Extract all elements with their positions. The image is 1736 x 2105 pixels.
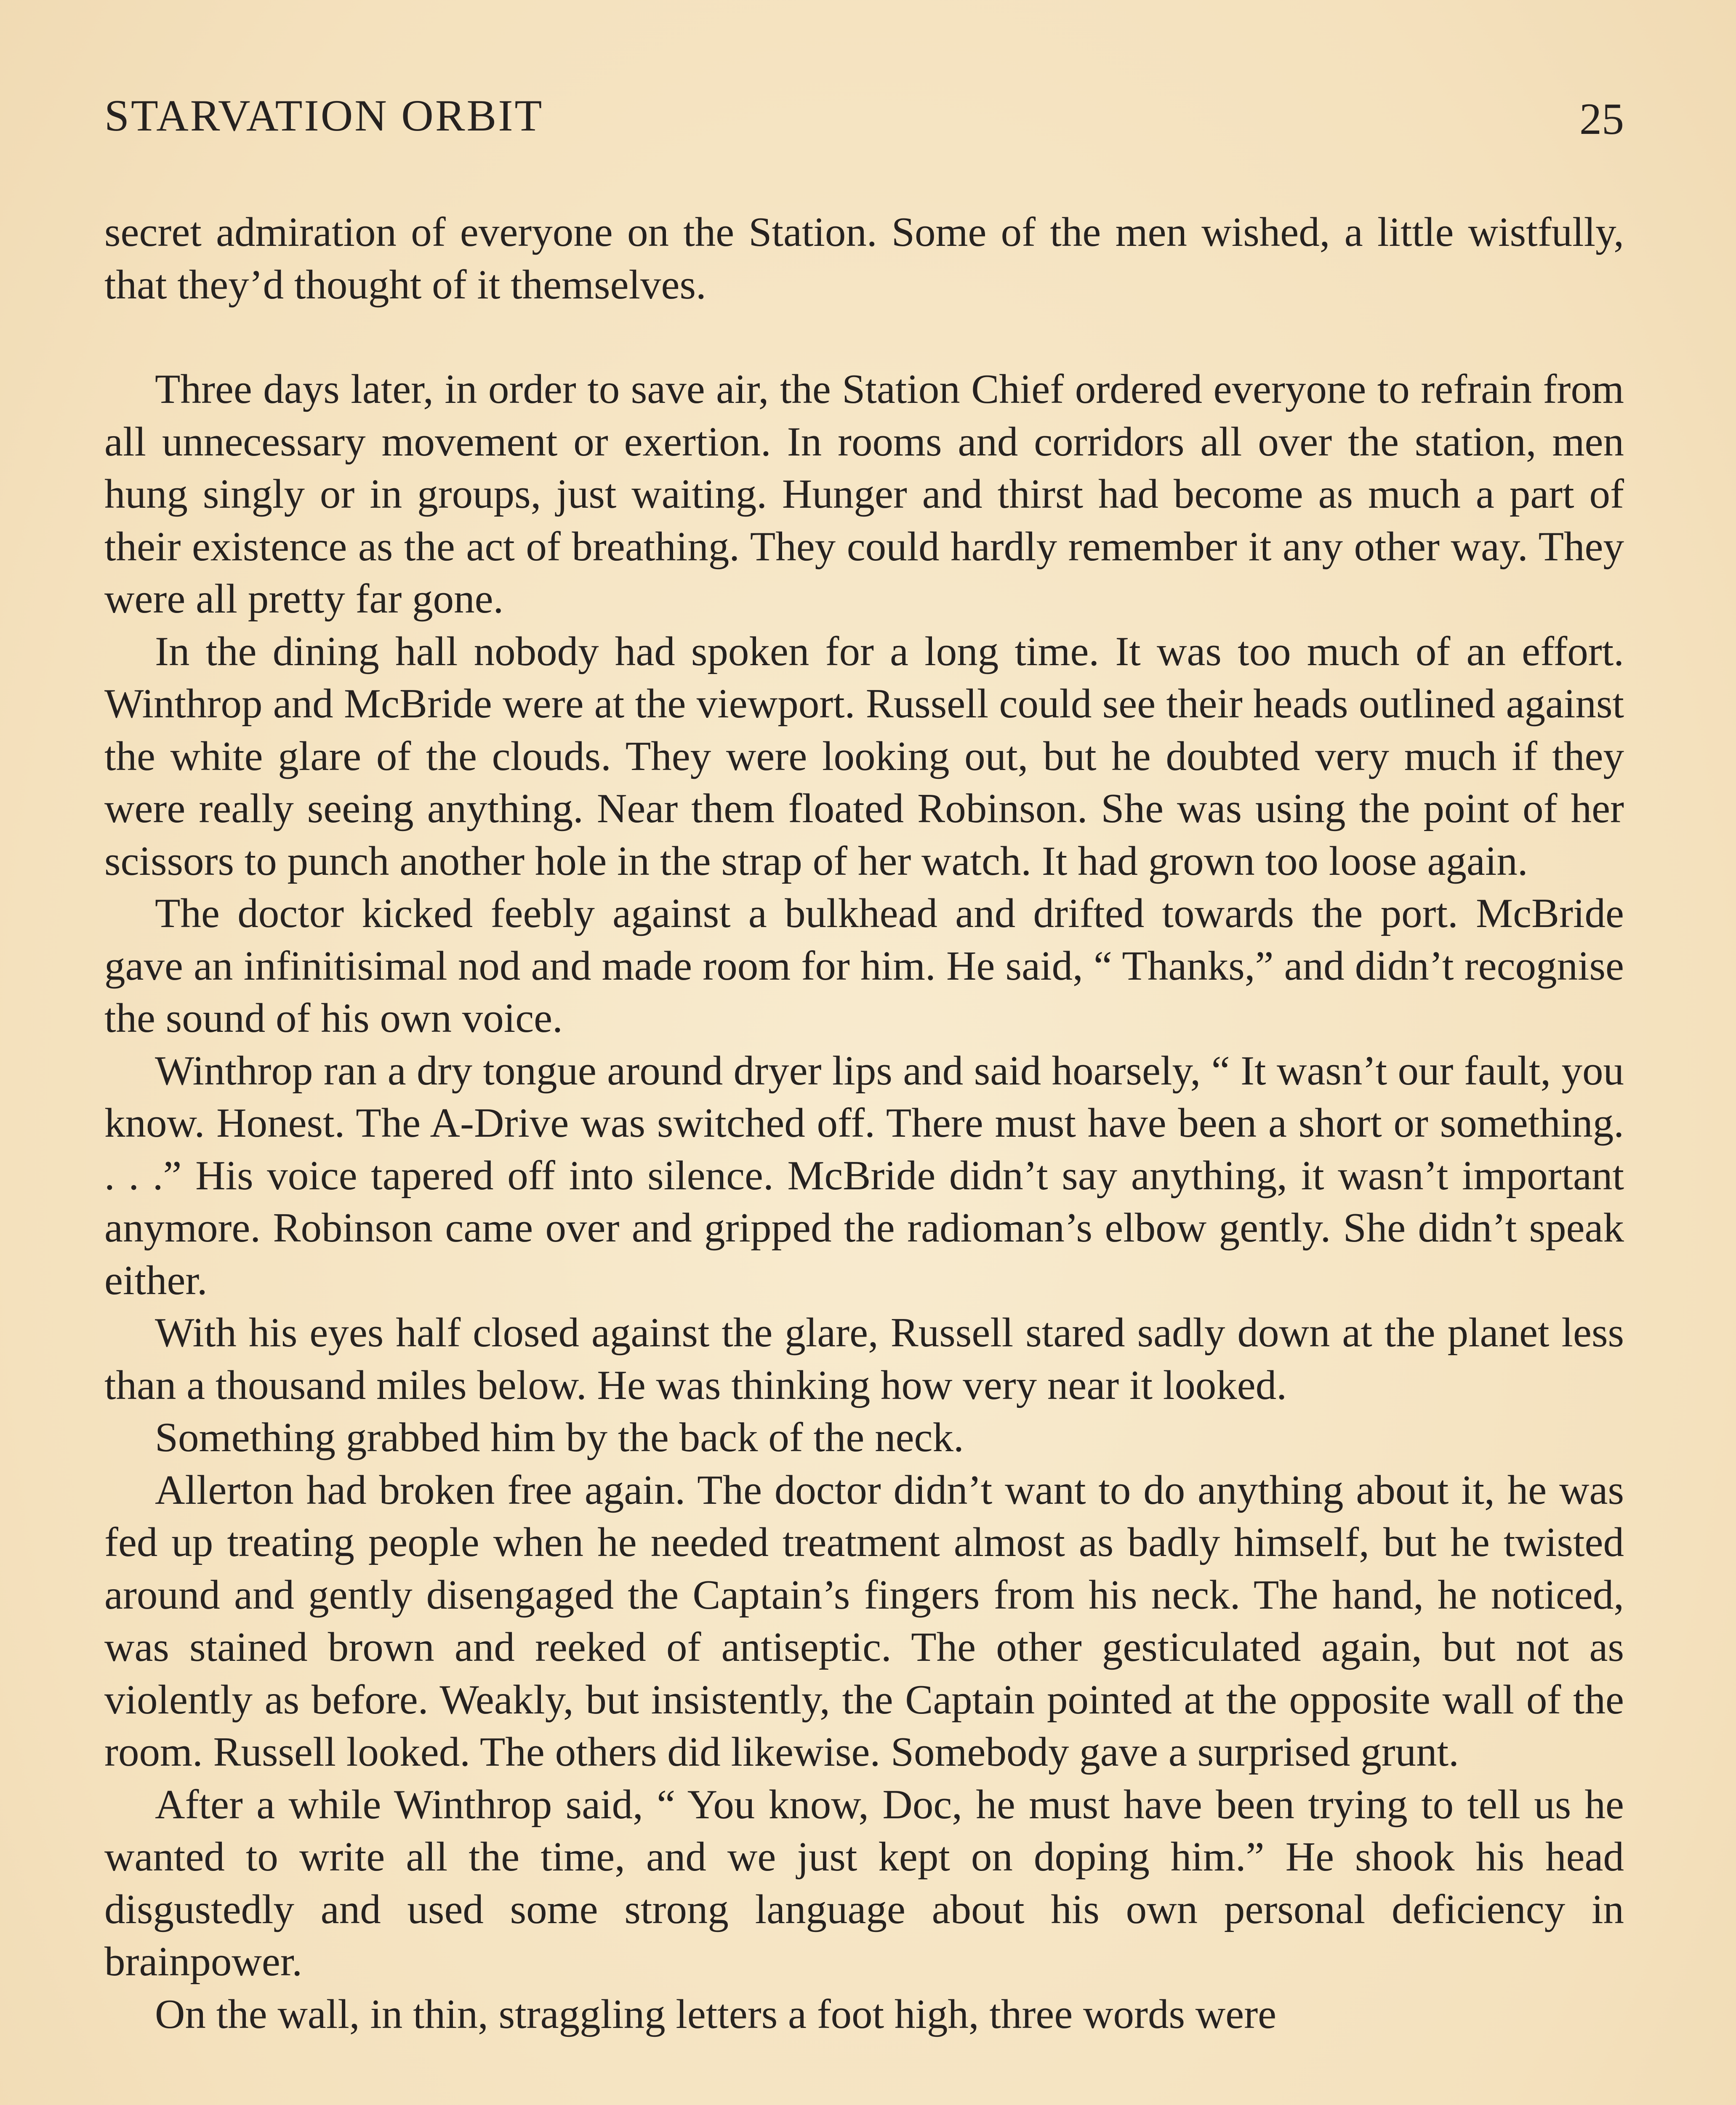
book-page <box>104 84 1624 2105</box>
page-number: 25 <box>1579 94 1624 144</box>
body-text <box>104 206 1624 2041</box>
paragraph: The doctor kicked feebly against a bulkhead and drifted towards the port. McBride gave an infinitisimal nod and made room for him. He said, “ Thanks,” and didn’t recognise the sound of his own voice. <box>104 890 1624 1041</box>
page-header <box>104 84 1624 168</box>
paragraph: Three days later, in order to save air, the Station Chief ordered everyone to refrain from all unnecessary movement or exertion. In rooms and corridors all over the station, men hung singly or in groups, just waiting. Hunger and thirst had become as much a part of their existence as the act of breathing. They could hardly remember it any other way. They were all pretty far gone. <box>104 366 1624 622</box>
paragraph: On the wall, in thin, straggling letters a foot high, three words were <box>155 1991 1277 2037</box>
paragraph: Allerton had broken free again. The doctor didn’t want to do anything about it, he was fed up treating people when he needed treatment almost as badly himself, but he twisted around and gently disengaged the Captain’s fingers from his neck. The hand, he noticed, was stained brown and reeked of antiseptic. The other gesticulated again, but not as violently as before. Weakly, but insistently, the Captain pointed at the opposite wall of the room. Russell looked. The others did likewise. Somebody gave a surprised grunt. <box>104 1467 1624 1775</box>
paragraph: After a while Winthrop said, “ You know, Doc, he must have been trying to tell us he wanted to write all the time, and we just kept on doping him.” He shook his head disgustedly and used some strong language about his own personal deficiency in brainpower. <box>104 1781 1624 1985</box>
paragraph: With his eyes half closed against the glare, Russell stared sadly down at the planet less than a thousand miles below. He was thinking how very near it looked. <box>104 1310 1624 1408</box>
paragraph: Something grabbed him by the back of the neck. <box>155 1415 964 1460</box>
running-title: STARVATION ORBIT <box>104 91 544 140</box>
paragraph: Winthrop ran a dry tongue around dryer lips and said hoarsely, “ It wasn’t our fault, you know. Honest. The A-Drive was switched off. There must have been a short or something. . . .” His voice tapered off into silence. McBride didn’t say anything, it wasn’t important anymore. Robinson came over and gripped the radioman’s elbow gently. She didn’t speak either. <box>104 1047 1624 1303</box>
paragraph-continuation: secret admiration of everyone on the Station. Some of the men wished, a little wistfully, that they’d thought of it themselves. <box>104 209 1624 308</box>
paragraph: In the dining hall nobody had spoken for a long time. It was too much of an effort. Winthrop and McBride were at the viewport. Russell could see their heads outlined against the white glare of the clouds. They were looking out, but he doubted very much if they were really seeing anything. Near them floated Robinson. She was using the point of her scissors to punch another hole in the strap of her watch. It had grown too loose again. <box>104 628 1624 884</box>
